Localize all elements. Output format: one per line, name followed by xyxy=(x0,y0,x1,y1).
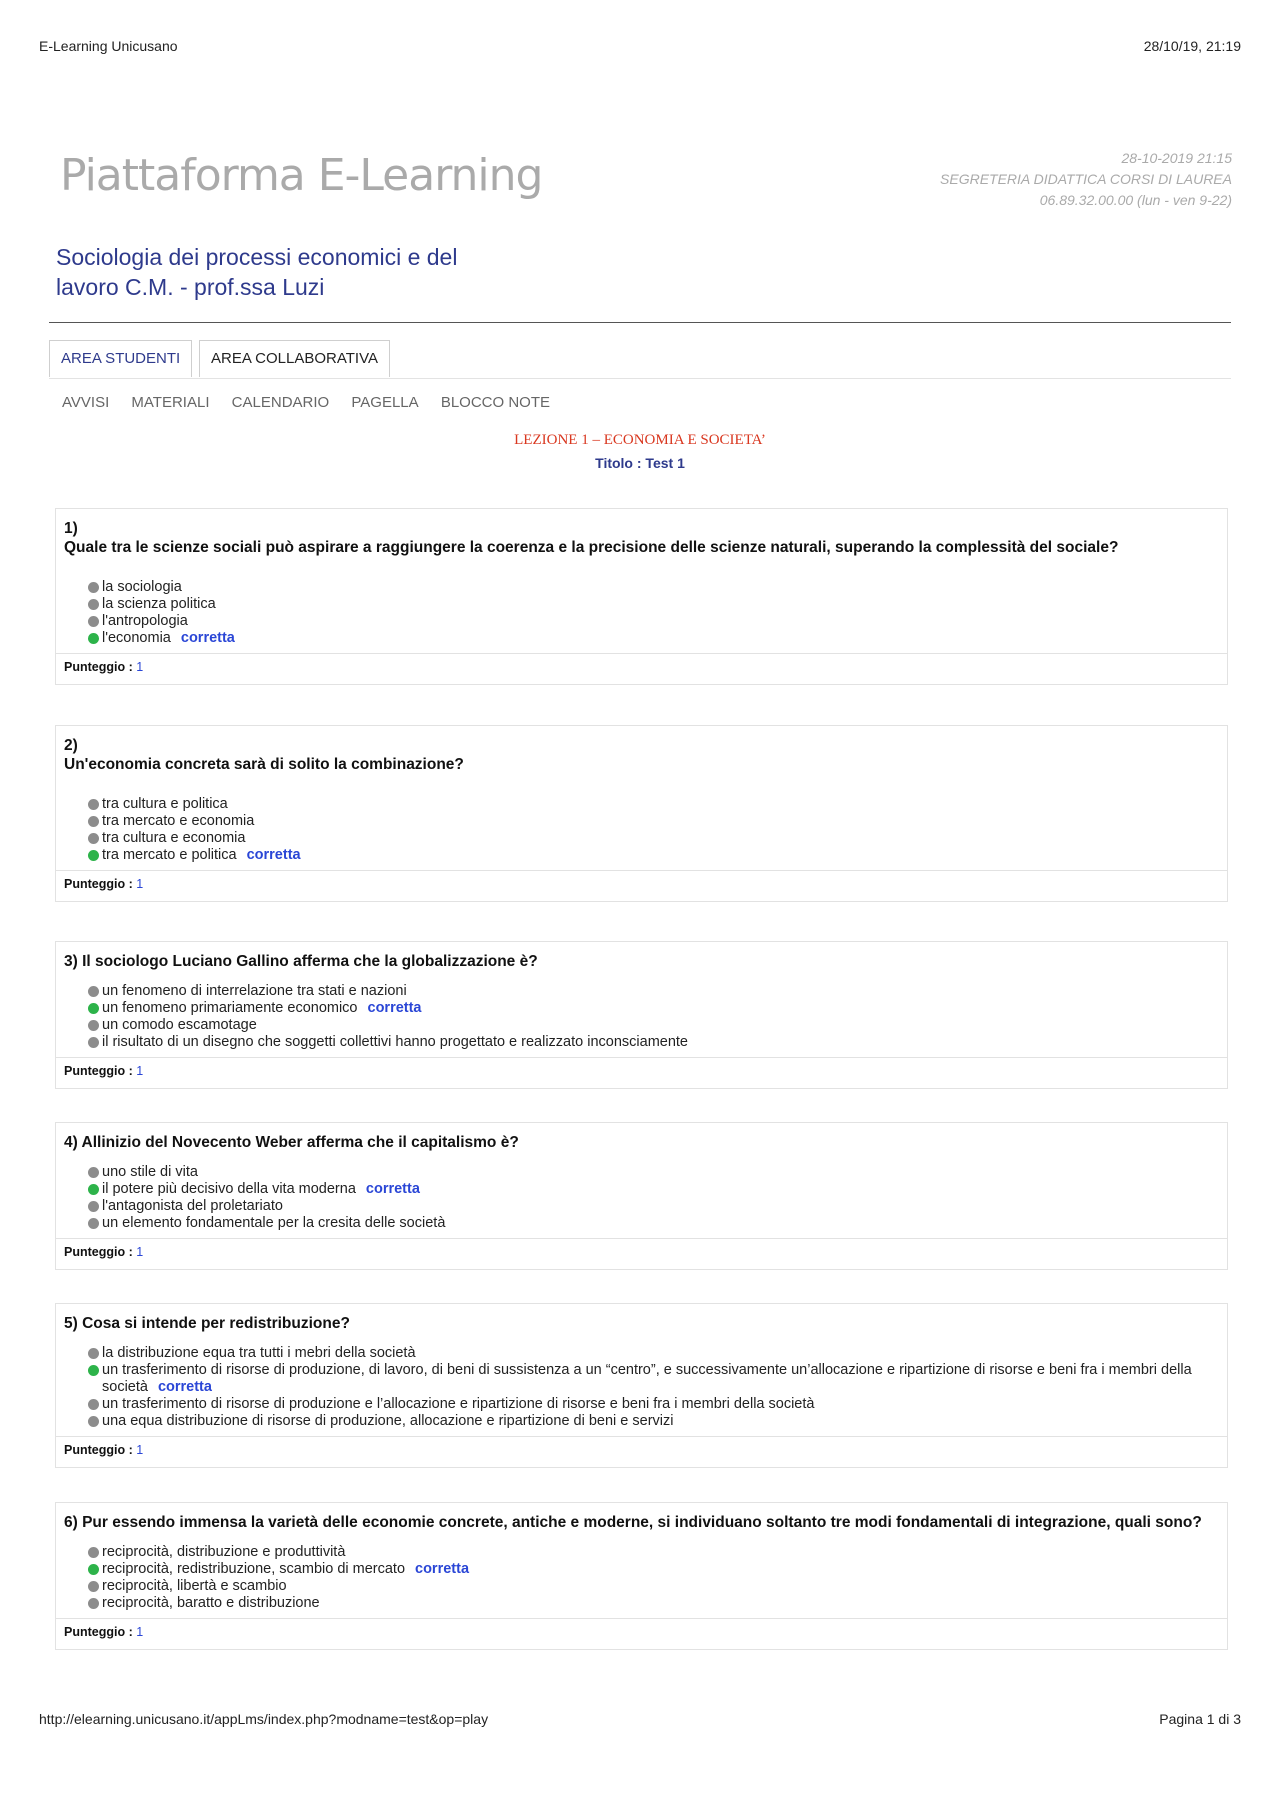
contact-date: 28-10-2019 21:15 xyxy=(1121,150,1232,166)
question-body: 3) Il sociologo Luciano Gallino afferma che la globalizzazione è? xyxy=(64,953,538,970)
radio-icon xyxy=(88,1201,99,1212)
answer-option: reciprocità, distribuzione e produttività xyxy=(88,1544,1227,1561)
question-body: Quale tra le scienze sociali può aspirare a raggiungere la coerenza e la precisione delle scienze naturali, superando la complessità del sociale? xyxy=(64,539,1119,556)
answer-option-correct: l'economia corretta xyxy=(88,630,1227,647)
answer-option: un comodo escamotage xyxy=(88,1017,1227,1034)
radio-selected-icon xyxy=(88,1564,99,1575)
answer-option: una equa distribuzione di risorse di produzione, allocazione e ripartizione di beni e servizi xyxy=(88,1413,1207,1430)
answer-option: tra cultura e economia xyxy=(88,830,1227,847)
score-value: 1 xyxy=(136,1064,144,1078)
print-footer-url: http://elearning.unicusano.it/appLms/index.php?modname=test&op=play xyxy=(39,1711,489,1727)
question-number: 2) xyxy=(64,737,78,754)
correct-label: corretta xyxy=(365,1181,420,1197)
radio-icon xyxy=(88,599,99,610)
answer-option: un trasferimento di risorse di produzione e l’allocazione e ripartizione di risorse e beni fra i membri della società xyxy=(88,1396,1207,1413)
radio-icon xyxy=(88,1348,99,1359)
correct-label: corretta xyxy=(180,630,235,646)
radio-selected-icon xyxy=(88,633,99,644)
question-body: 4) Allinizio del Novecento Weber afferma che il capitalismo è? xyxy=(64,1134,519,1151)
radio-selected-icon xyxy=(88,1184,99,1195)
correct-label: corretta xyxy=(246,847,301,863)
contact-info xyxy=(940,148,1232,211)
radio-icon xyxy=(88,986,99,997)
question-card-1 xyxy=(55,508,1228,685)
radio-icon xyxy=(88,1218,99,1229)
print-header xyxy=(39,38,1241,54)
nav-pagella[interactable]: PAGELLA xyxy=(351,394,419,411)
answer-option-correct: tra mercato e politica corretta xyxy=(88,847,1227,864)
question-text xyxy=(56,509,1227,557)
question-card-5 xyxy=(55,1303,1228,1468)
tab-area-studenti[interactable]: AREA STUDENTI xyxy=(49,340,192,377)
nav-calendario[interactable]: CALENDARIO xyxy=(231,394,330,411)
print-header-datetime: 28/10/19, 21:19 xyxy=(1143,38,1241,54)
header-divider xyxy=(49,322,1231,323)
question-body: Un'economia concreta sarà di solito la combinazione? xyxy=(64,756,464,773)
main-tabs xyxy=(49,340,1231,379)
correct-label: corretta xyxy=(415,1561,470,1577)
radio-selected-icon xyxy=(88,850,99,861)
radio-icon xyxy=(88,1037,99,1048)
question-card-6 xyxy=(55,1502,1228,1650)
question-card-4 xyxy=(55,1122,1228,1270)
question-text xyxy=(56,942,1227,971)
question-text xyxy=(56,1503,1227,1532)
score-row: Punteggio : 1 xyxy=(56,653,1227,684)
answer-list xyxy=(56,1333,1227,1436)
answer-option: uno stile di vita xyxy=(88,1164,1227,1181)
question-text xyxy=(56,726,1227,774)
score-value: 1 xyxy=(136,877,144,891)
radio-selected-icon xyxy=(88,1365,99,1376)
contact-phone: 06.89.32.00.00 (lun - ven 9-22) xyxy=(1039,192,1232,208)
radio-icon xyxy=(88,582,99,593)
tab-area-collaborativa[interactable]: AREA COLLABORATIVA xyxy=(199,340,390,377)
radio-icon xyxy=(88,1416,99,1427)
answer-option-correct: un fenomeno primariamente economico corretta xyxy=(88,1000,1227,1017)
score-value: 1 xyxy=(136,1245,144,1259)
radio-selected-icon xyxy=(88,1003,99,1014)
answer-list xyxy=(56,1532,1227,1618)
score-value: 1 xyxy=(136,1443,144,1457)
radio-icon xyxy=(88,1167,99,1178)
question-body: 5) Cosa si intende per redistribuzione? xyxy=(64,1315,350,1332)
answer-option: la distribuzione equa tra tutti i mebri della società xyxy=(88,1345,1207,1362)
answer-option: l'antropologia xyxy=(88,613,1227,630)
radio-icon xyxy=(88,1598,99,1609)
score-row: Punteggio : 1 xyxy=(56,1057,1227,1088)
nav-materiali[interactable]: MATERIALI xyxy=(131,394,210,411)
answer-option-correct: un trasferimento di risorse di produzione, di lavoro, di beni di sussistenza a un “centro”, e successivamente un’allocazione e ripartizione di risorse e beni fra i membri della società corretta xyxy=(88,1362,1207,1396)
score-row: Punteggio : 1 xyxy=(56,1436,1227,1467)
score-row: Punteggio : 1 xyxy=(56,1618,1227,1649)
score-row: Punteggio : 1 xyxy=(56,1238,1227,1269)
radio-icon xyxy=(88,816,99,827)
answer-option: la sociologia xyxy=(88,579,1227,596)
print-header-title: E-Learning Unicusano xyxy=(39,38,178,54)
answer-option: la scienza politica xyxy=(88,596,1227,613)
question-card-3 xyxy=(55,941,1228,1089)
radio-icon xyxy=(88,1020,99,1031)
answer-option: il risultato di un disegno che soggetti collettivi hanno progettato e realizzato inconsciamente xyxy=(88,1034,1227,1051)
site-brand[interactable]: Piattaforma E-Learning xyxy=(60,150,543,201)
nav-avvisi[interactable]: AVVISI xyxy=(62,394,110,411)
lesson-title: LEZIONE 1 – ECONOMIA E SOCIETA’ xyxy=(514,432,766,448)
question-card-2 xyxy=(55,725,1228,902)
question-text xyxy=(56,1304,1227,1333)
radio-icon xyxy=(88,1581,99,1592)
correct-label: corretta xyxy=(157,1379,212,1395)
radio-icon xyxy=(88,799,99,810)
radio-icon xyxy=(88,833,99,844)
answer-option: tra mercato e economia xyxy=(88,813,1227,830)
correct-label: corretta xyxy=(367,1000,422,1016)
print-footer-page: Pagina 1 di 3 xyxy=(1159,1711,1241,1727)
course-title: Sociologia dei processi economici e del lavoro C.M. - prof.ssa Luzi xyxy=(56,244,458,300)
answer-option: un elemento fondamentale per la cresita delle società xyxy=(88,1215,1227,1232)
radio-icon xyxy=(88,616,99,627)
answer-option: reciprocità, baratto e distribuzione xyxy=(88,1595,1227,1612)
answer-option: l'antagonista del proletariato xyxy=(88,1198,1227,1215)
answer-option-correct: il potere più decisivo della vita moderna corretta xyxy=(88,1181,1227,1198)
radio-icon xyxy=(88,1547,99,1558)
score-value: 1 xyxy=(136,1625,144,1639)
test-title: Titolo : Test 1 xyxy=(595,455,685,471)
nav-blocco-note[interactable]: BLOCCO NOTE xyxy=(440,394,550,411)
sub-navigation xyxy=(62,394,568,411)
answer-list xyxy=(56,774,1227,870)
question-body: 6) Pur essendo immensa la varietà delle economie concrete, antiche e moderne, si individuano soltanto tre modi fondamentali di integrazione, quali sono? xyxy=(64,1514,1202,1531)
answer-list xyxy=(56,1152,1227,1238)
answer-option: reciprocità, libertà e scambio xyxy=(88,1578,1227,1595)
score-value: 1 xyxy=(136,660,144,674)
answer-option: tra cultura e politica xyxy=(88,796,1227,813)
answer-option-correct: reciprocità, redistribuzione, scambio di mercato corretta xyxy=(88,1561,1227,1578)
answer-option: un fenomeno di interrelazione tra stati e nazioni xyxy=(88,983,1227,1000)
question-text xyxy=(56,1123,1227,1152)
contact-office: SEGRETERIA DIDATTICA CORSI DI LAUREA xyxy=(940,171,1232,187)
answer-list xyxy=(56,971,1227,1057)
answer-list xyxy=(56,557,1227,653)
radio-icon xyxy=(88,1399,99,1410)
print-footer xyxy=(39,1711,1241,1727)
score-row: Punteggio : 1 xyxy=(56,870,1227,901)
question-number: 1) xyxy=(64,520,78,537)
